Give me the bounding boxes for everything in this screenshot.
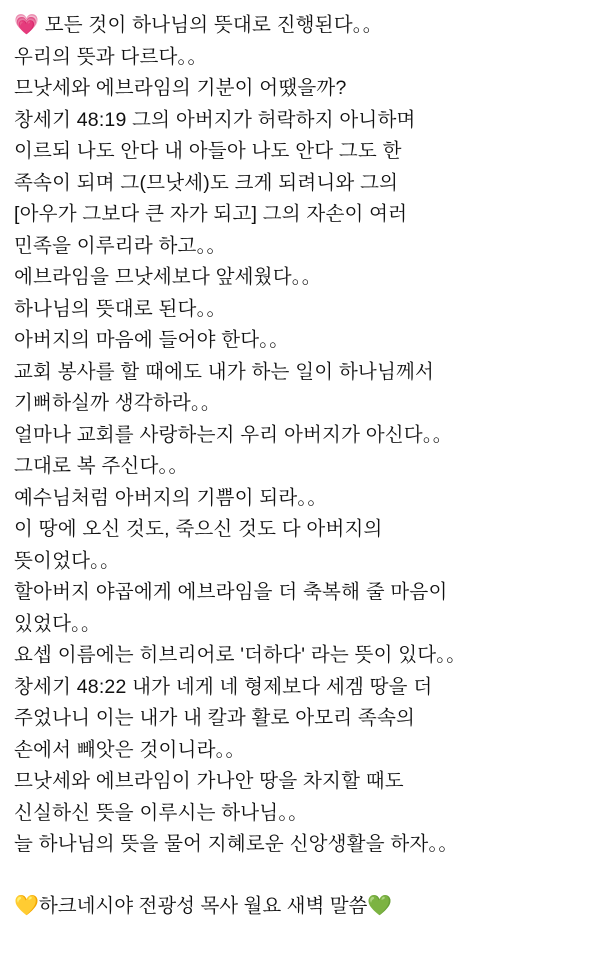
document-line-12: 교회 봉사를 할 때에도 내가 하는 일이 하나님께서 bbox=[14, 360, 435, 383]
document-footer bbox=[14, 891, 586, 923]
document-line-27: 늘 하나님의 뜻을 물어 지혜로운 신앙생활을 하자。。 bbox=[14, 833, 459, 855]
document-line-13: 기뻐하실까 생각하라。。 bbox=[14, 392, 221, 414]
document-line-1 bbox=[14, 10, 586, 42]
green-heart-icon: 💚 bbox=[367, 894, 393, 917]
document-line-15: 그대로 복 주신다。。 bbox=[14, 455, 189, 477]
document-line-23: 주었나니 이는 내가 내 칼과 활로 아모리 족속의 bbox=[14, 707, 416, 729]
document-line-5: 이르되 나도 안다 내 아들아 나도 안다 그도 한 bbox=[14, 140, 402, 162]
document-line-20: 있었다。。 bbox=[14, 612, 101, 635]
document-line-7: [아우가 그보다 큰 자가 되고] 그의 자손이 여러 bbox=[14, 203, 408, 225]
yellow-heart-icon: 💛 bbox=[14, 894, 39, 917]
document-line-22: 창세기 48:22 내가 네게 네 형제보다 세겜 땅을 더 bbox=[14, 675, 433, 698]
document-line-17: 이 땅에 오신 것도, 죽으신 것도 다 아버지의 bbox=[14, 518, 383, 540]
document-line-25: 므낫세와 에브라임이 가나안 땅을 차지할 때도 bbox=[14, 770, 404, 792]
document-line-21: 요셉 이름에는 히브리어로 '더하다' 라는 뜻이 있다。。 bbox=[14, 644, 466, 666]
document-line-4: 창세기 48:19 그의 아버지가 허락하지 아니하며 bbox=[14, 108, 416, 131]
pink-heart-icon: 💗 bbox=[14, 14, 40, 36]
document-body bbox=[14, 10, 586, 922]
document-line-10: 하나님의 뜻대로 된다。。 bbox=[14, 297, 227, 320]
document-line-2: 우리의 뜻과 다르다。。 bbox=[14, 45, 208, 68]
document-line-24: 손에서 빼앗은 것이니라。。 bbox=[14, 738, 246, 761]
document-line-11: 아버지의 마음에 들어야 한다。。 bbox=[14, 329, 289, 351]
footer-text: 하크네시야 전광성 목사 월요 새벽 말씀 bbox=[38, 894, 368, 917]
document-line-14: 얼마나 교회를 사랑하는지 우리 아버지가 아신다。。 bbox=[14, 423, 453, 446]
document-line-3: 므낫세와 에브라임의 기분이 어땠을까? bbox=[14, 77, 347, 99]
document-spacer bbox=[14, 861, 586, 891]
document-line-9: 에브라임을 므낫세보다 앞세웠다。。 bbox=[14, 266, 322, 288]
document-line-6: 족속이 되며 그(므낫세)도 크게 되려니와 그의 bbox=[14, 171, 399, 194]
document-line-26: 신실하신 뜻을 이루시는 하나님。。 bbox=[14, 801, 308, 824]
document-line-18: 뜻이었다。。 bbox=[14, 549, 120, 572]
document-line-16: 예수님처럼 아버지의 기쁨이 되라。。 bbox=[14, 486, 328, 509]
line-text: 모든 것이 하나님의 뜻대로 진행된다。。 bbox=[44, 14, 383, 36]
document-line-19: 할아버지 야곱에게 에브라임을 더 축복해 줄 마음이 bbox=[14, 581, 448, 603]
document-line-8: 민족을 이루리라 하고。。 bbox=[14, 234, 227, 257]
